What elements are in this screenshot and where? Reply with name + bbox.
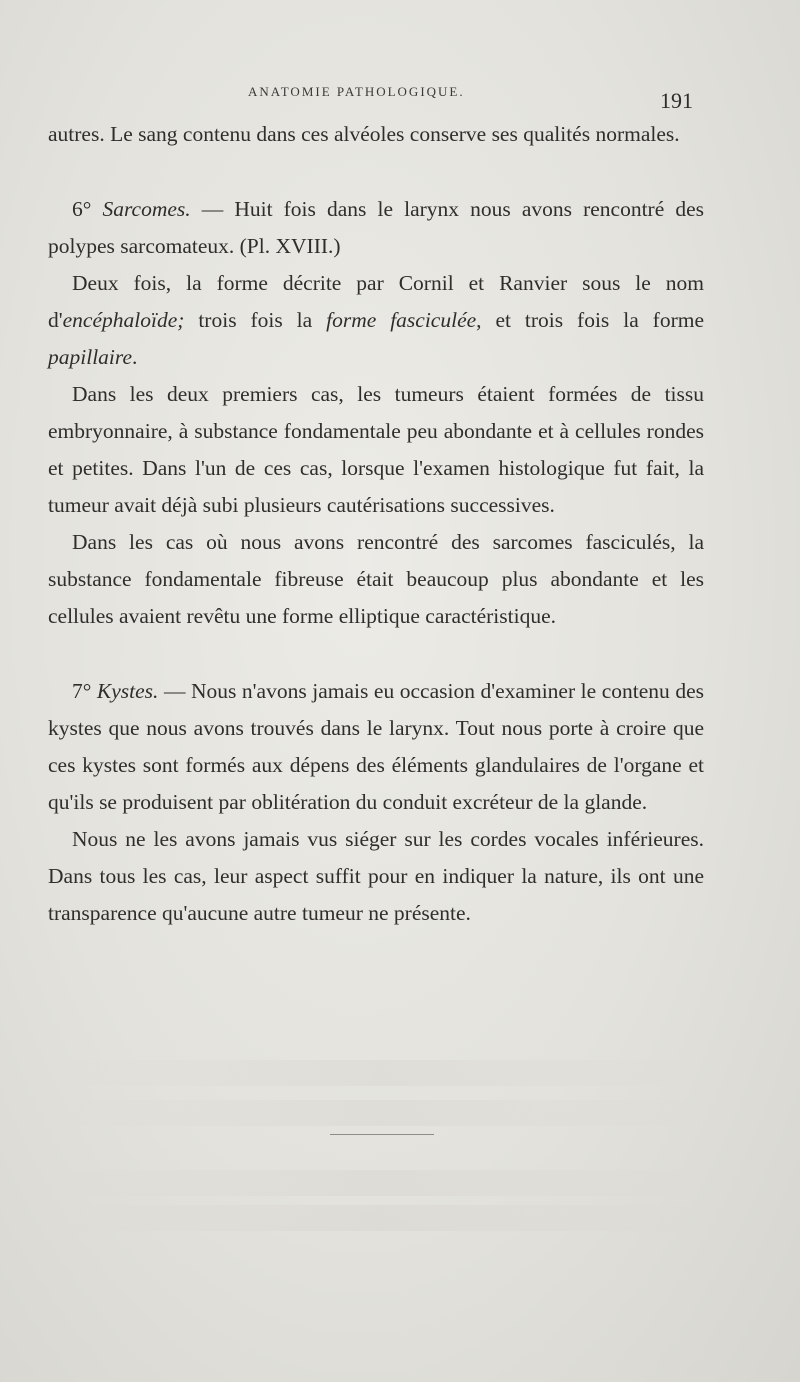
paragraph-text: — Nous n'avons jamais eu occasion d'examiner le contenu des kystes que nous avons trouvés dans le larynx. Tout nous porte à croire que ces kystes sont formés aux dépens des éléments glandulaires de l'organe et qu'ils se produisent par oblitération du conduit excréteur de la glande. <box>48 679 704 814</box>
section-number: 7° <box>72 679 97 703</box>
paragraph-text: Nous ne les avons jamais vus siéger sur les cordes vocales inférieures. Dans tous les cas, leur aspect suffit pour en indiquer la nature, ils ont une transparence qu'aucune autre tumeur ne présente. <box>48 827 704 925</box>
section-spacer <box>48 153 704 191</box>
paragraph-text: , et trois fois la forme <box>476 308 704 332</box>
paragraph-text: Dans les deux premiers cas, les tumeurs étaient formées de tissu embryonnaire, à substance fondamentale peu abondante et à cellules rondes et petites. Dans l'un de ces cas, lorsque l'examen histologique fut fait, la tumeur avait déjà subi plusieurs cautérisations successives. <box>48 382 704 517</box>
italic-term: forme fasciculée <box>326 308 477 332</box>
body-text <box>48 116 704 932</box>
paragraph-text: . <box>132 345 138 369</box>
closing-rule <box>330 1134 434 1135</box>
paragraph-text: Dans les cas où nous avons rencontré des sarcomes fasciculés, la substance fondamentale fibreuse était beaucoup plus abondante et les cellules avaient revêtu une forme elliptique caractéristique. <box>48 530 704 628</box>
paragraph-fasciculated <box>48 524 704 635</box>
paragraph-first-cases <box>48 376 704 524</box>
paragraph-text: — Huit fois dans le larynx nous avons rencontré des polypes sarcomateux. (Pl. XVIII.) <box>48 197 704 258</box>
show-through-shadow <box>60 1060 700 1086</box>
paragraph-text: Deux fois, la forme décrite par Cornil et Ranvier sous le nom d' <box>48 271 704 332</box>
italic-term: encéphaloïde; <box>62 308 185 332</box>
section-number: 6° <box>72 197 103 221</box>
page-number: 191 <box>660 88 693 113</box>
section-heading: Sarcomes. <box>102 197 191 221</box>
italic-term: papillaire <box>48 345 133 369</box>
show-through-shadow <box>60 1100 700 1126</box>
paragraph-text: trois fois la <box>184 308 327 332</box>
paragraph-kystes <box>48 673 704 821</box>
paragraph-kystes-location <box>48 821 704 932</box>
paragraph-text: autres. Le sang contenu dans ces alvéoles conserve ses qualités normales. <box>48 122 680 146</box>
show-through-shadow <box>60 1205 700 1231</box>
section-heading: Kystes. <box>96 679 159 703</box>
paragraph-forms <box>48 265 704 376</box>
running-head: ANATOMIE PATHOLOGIQUE. <box>248 84 465 99</box>
section-spacer <box>48 635 704 673</box>
show-through-shadow <box>60 1170 700 1196</box>
paragraph-continuation <box>48 116 704 153</box>
paragraph-sarcomes <box>48 191 704 265</box>
